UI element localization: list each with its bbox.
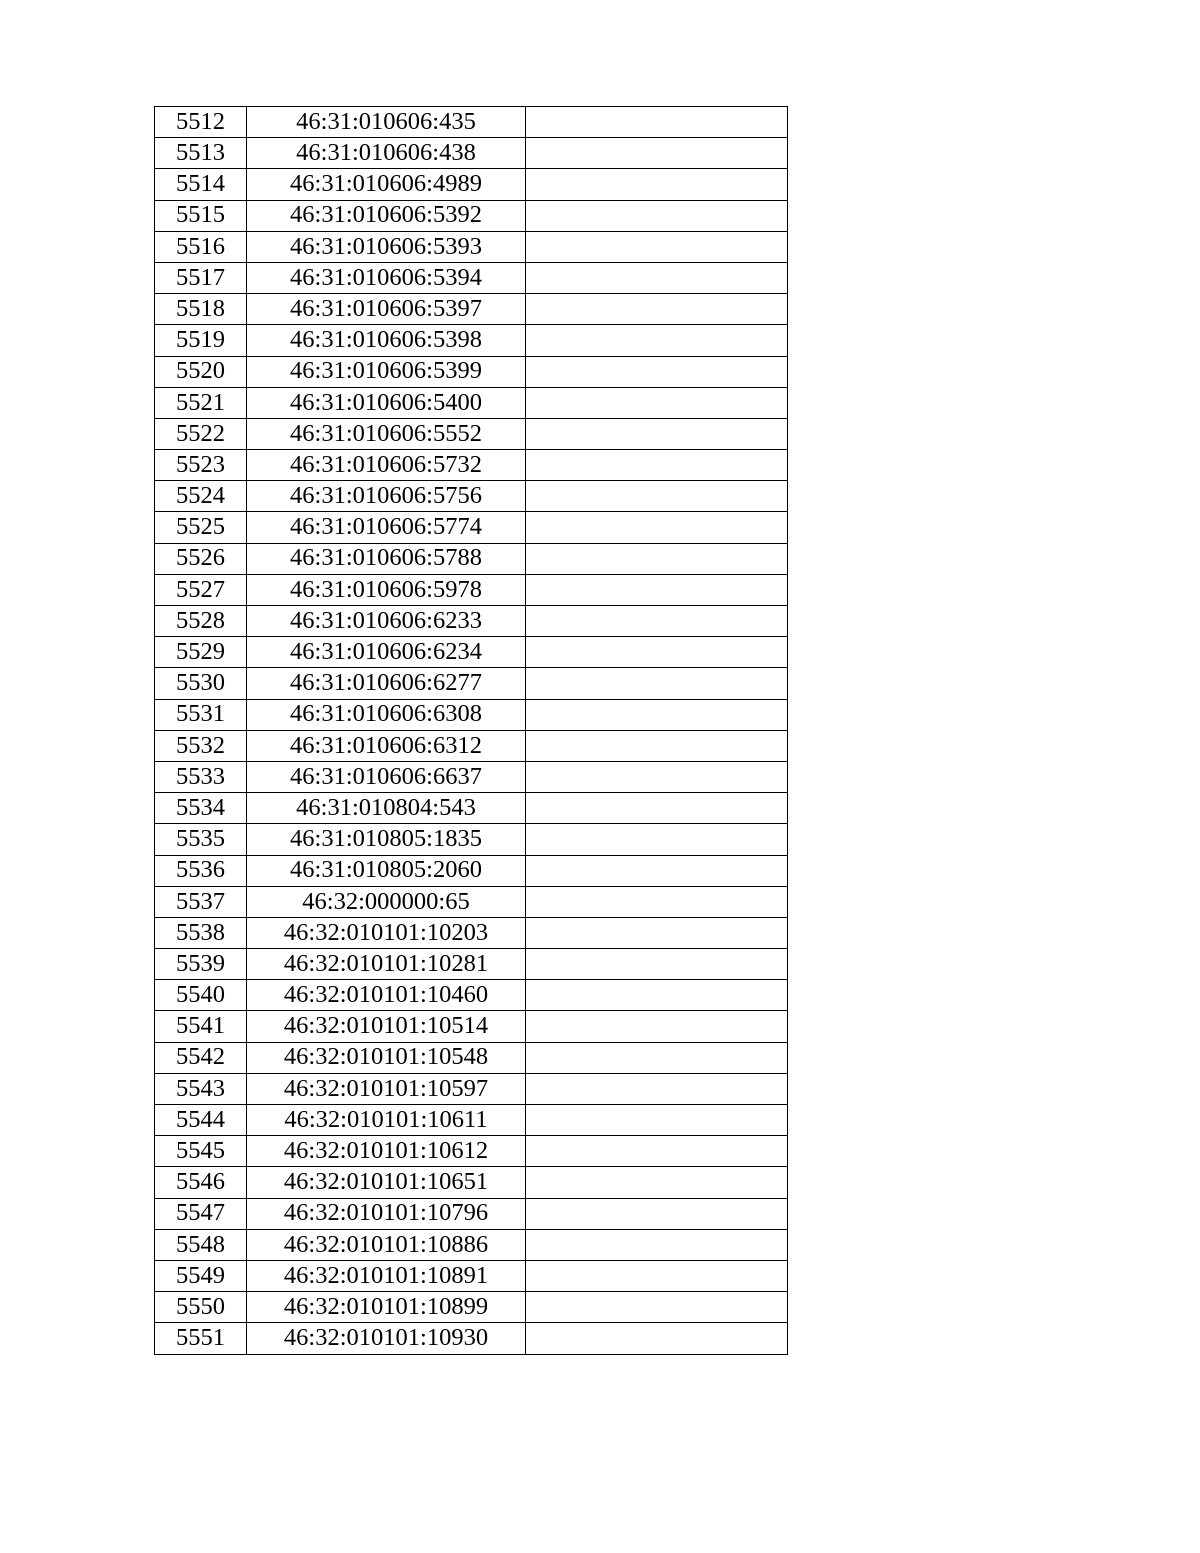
cadastral-number-cell: 46:31:010606:6277 — [247, 668, 526, 699]
table-row — [155, 1260, 788, 1291]
table-row — [155, 1292, 788, 1323]
row-number-cell: 5538 — [155, 917, 247, 948]
row-number-cell: 5530 — [155, 668, 247, 699]
cadastral-number-cell: 46:31:010606:5552 — [247, 418, 526, 449]
table-row — [155, 699, 788, 730]
row-number-cell: 5535 — [155, 824, 247, 855]
cadastral-number-cell: 46:32:010101:10930 — [247, 1323, 526, 1354]
table-row — [155, 668, 788, 699]
empty-cell — [526, 824, 788, 855]
empty-cell — [526, 668, 788, 699]
cadastral-number-cell: 46:32:010101:10203 — [247, 917, 526, 948]
table-row — [155, 169, 788, 200]
empty-cell — [526, 387, 788, 418]
row-number-cell: 5549 — [155, 1260, 247, 1291]
row-number-cell: 5539 — [155, 949, 247, 980]
empty-cell — [526, 1105, 788, 1136]
table-row — [155, 450, 788, 481]
cadastral-number-cell: 46:31:010606:5397 — [247, 294, 526, 325]
empty-cell — [526, 574, 788, 605]
empty-cell — [526, 200, 788, 231]
cadastral-number-cell: 46:31:010606:5393 — [247, 231, 526, 262]
row-number-cell: 5537 — [155, 886, 247, 917]
cadastral-number-cell: 46:31:010606:6234 — [247, 637, 526, 668]
cadastral-number-cell: 46:32:010101:10796 — [247, 1198, 526, 1229]
empty-cell — [526, 761, 788, 792]
empty-cell — [526, 138, 788, 169]
table-row — [155, 1105, 788, 1136]
row-number-cell: 5524 — [155, 481, 247, 512]
empty-cell — [526, 1323, 788, 1354]
cadastral-number-cell: 46:31:010606:5756 — [247, 481, 526, 512]
table-row — [155, 574, 788, 605]
cadastral-number-cell: 46:32:010101:10651 — [247, 1167, 526, 1198]
cadastral-number-cell: 46:31:010606:5400 — [247, 387, 526, 418]
row-number-cell: 5534 — [155, 793, 247, 824]
table-row — [155, 730, 788, 761]
cadastral-number-cell: 46:32:010101:10460 — [247, 980, 526, 1011]
empty-cell — [526, 949, 788, 980]
table-row — [155, 1073, 788, 1104]
cadastral-number-cell: 46:31:010606:5788 — [247, 543, 526, 574]
table-row — [155, 138, 788, 169]
cadastral-number-cell: 46:32:010101:10886 — [247, 1229, 526, 1260]
row-number-cell: 5520 — [155, 356, 247, 387]
row-number-cell: 5533 — [155, 761, 247, 792]
empty-cell — [526, 325, 788, 356]
table-row — [155, 325, 788, 356]
cadastral-number-cell: 46:32:010101:10899 — [247, 1292, 526, 1323]
row-number-cell: 5528 — [155, 606, 247, 637]
row-number-cell: 5527 — [155, 574, 247, 605]
table-body — [155, 107, 788, 1355]
table-row — [155, 418, 788, 449]
cadastral-number-cell: 46:31:010606:6312 — [247, 730, 526, 761]
table-row — [155, 793, 788, 824]
row-number-cell: 5522 — [155, 418, 247, 449]
table-row — [155, 1167, 788, 1198]
table-row — [155, 543, 788, 574]
table-row — [155, 1136, 788, 1167]
empty-cell — [526, 1229, 788, 1260]
cadastral-number-cell: 46:31:010606:5398 — [247, 325, 526, 356]
row-number-cell: 5526 — [155, 543, 247, 574]
table-row — [155, 949, 788, 980]
empty-cell — [526, 1073, 788, 1104]
empty-cell — [526, 606, 788, 637]
table-row — [155, 356, 788, 387]
row-number-cell: 5512 — [155, 107, 247, 138]
empty-cell — [526, 356, 788, 387]
cadastral-number-cell: 46:32:010101:10611 — [247, 1105, 526, 1136]
table-row — [155, 886, 788, 917]
table-row — [155, 917, 788, 948]
empty-cell — [526, 855, 788, 886]
empty-cell — [526, 699, 788, 730]
cadastral-number-cell: 46:31:010606:6308 — [247, 699, 526, 730]
cadastral-number-cell: 46:31:010606:5399 — [247, 356, 526, 387]
row-number-cell: 5541 — [155, 1011, 247, 1042]
row-number-cell: 5544 — [155, 1105, 247, 1136]
row-number-cell: 5523 — [155, 450, 247, 481]
table-row — [155, 512, 788, 543]
row-number-cell: 5516 — [155, 231, 247, 262]
empty-cell — [526, 1011, 788, 1042]
empty-cell — [526, 730, 788, 761]
empty-cell — [526, 543, 788, 574]
cadastral-number-cell: 46:32:010101:10514 — [247, 1011, 526, 1042]
cadastral-number-cell: 46:32:010101:10548 — [247, 1042, 526, 1073]
table-row — [155, 637, 788, 668]
row-number-cell: 5540 — [155, 980, 247, 1011]
row-number-cell: 5542 — [155, 1042, 247, 1073]
empty-cell — [526, 1167, 788, 1198]
cadastral-number-cell: 46:31:010606:5732 — [247, 450, 526, 481]
cadastral-table — [154, 106, 788, 1355]
cadastral-number-cell: 46:31:010606:5774 — [247, 512, 526, 543]
table-row — [155, 855, 788, 886]
empty-cell — [526, 107, 788, 138]
row-number-cell: 5543 — [155, 1073, 247, 1104]
empty-cell — [526, 1136, 788, 1167]
table-row — [155, 606, 788, 637]
row-number-cell: 5517 — [155, 262, 247, 293]
empty-cell — [526, 262, 788, 293]
row-number-cell: 5521 — [155, 387, 247, 418]
table-row — [155, 200, 788, 231]
row-number-cell: 5536 — [155, 855, 247, 886]
row-number-cell: 5525 — [155, 512, 247, 543]
cadastral-number-cell: 46:32:010101:10612 — [247, 1136, 526, 1167]
cadastral-number-cell: 46:31:010606:4989 — [247, 169, 526, 200]
table-row — [155, 824, 788, 855]
table-row — [155, 1198, 788, 1229]
row-number-cell: 5546 — [155, 1167, 247, 1198]
cadastral-number-cell: 46:31:010606:438 — [247, 138, 526, 169]
table-row — [155, 481, 788, 512]
empty-cell — [526, 1260, 788, 1291]
cadastral-number-cell: 46:31:010606:435 — [247, 107, 526, 138]
empty-cell — [526, 418, 788, 449]
empty-cell — [526, 512, 788, 543]
empty-cell — [526, 231, 788, 262]
cadastral-number-cell: 46:31:010606:6233 — [247, 606, 526, 637]
table-row — [155, 1229, 788, 1260]
empty-cell — [526, 1292, 788, 1323]
table-row — [155, 980, 788, 1011]
empty-cell — [526, 481, 788, 512]
cadastral-number-cell: 46:31:010805:1835 — [247, 824, 526, 855]
table-row — [155, 387, 788, 418]
empty-cell — [526, 169, 788, 200]
empty-cell — [526, 886, 788, 917]
cadastral-number-cell: 46:32:010101:10891 — [247, 1260, 526, 1291]
row-number-cell: 5551 — [155, 1323, 247, 1354]
cadastral-number-cell: 46:31:010606:5394 — [247, 262, 526, 293]
cadastral-number-cell: 46:32:010101:10281 — [247, 949, 526, 980]
row-number-cell: 5548 — [155, 1229, 247, 1260]
empty-cell — [526, 450, 788, 481]
empty-cell — [526, 294, 788, 325]
row-number-cell: 5513 — [155, 138, 247, 169]
cadastral-number-cell: 46:31:010606:5978 — [247, 574, 526, 605]
empty-cell — [526, 637, 788, 668]
row-number-cell: 5545 — [155, 1136, 247, 1167]
empty-cell — [526, 793, 788, 824]
row-number-cell: 5515 — [155, 200, 247, 231]
cadastral-number-cell: 46:31:010805:2060 — [247, 855, 526, 886]
row-number-cell: 5519 — [155, 325, 247, 356]
row-number-cell: 5518 — [155, 294, 247, 325]
table-row — [155, 107, 788, 138]
table-row — [155, 761, 788, 792]
row-number-cell: 5529 — [155, 637, 247, 668]
cadastral-number-cell: 46:32:010101:10597 — [247, 1073, 526, 1104]
row-number-cell: 5547 — [155, 1198, 247, 1229]
table-row — [155, 294, 788, 325]
row-number-cell: 5532 — [155, 730, 247, 761]
cadastral-number-cell: 46:32:000000:65 — [247, 886, 526, 917]
table-row — [155, 1011, 788, 1042]
row-number-cell: 5514 — [155, 169, 247, 200]
row-number-cell: 5550 — [155, 1292, 247, 1323]
empty-cell — [526, 980, 788, 1011]
empty-cell — [526, 917, 788, 948]
cadastral-number-cell: 46:31:010804:543 — [247, 793, 526, 824]
empty-cell — [526, 1042, 788, 1073]
table-row — [155, 231, 788, 262]
table-row — [155, 1323, 788, 1354]
row-number-cell: 5531 — [155, 699, 247, 730]
table-row — [155, 262, 788, 293]
cadastral-number-cell: 46:31:010606:5392 — [247, 200, 526, 231]
empty-cell — [526, 1198, 788, 1229]
cadastral-number-cell: 46:31:010606:6637 — [247, 761, 526, 792]
table-row — [155, 1042, 788, 1073]
